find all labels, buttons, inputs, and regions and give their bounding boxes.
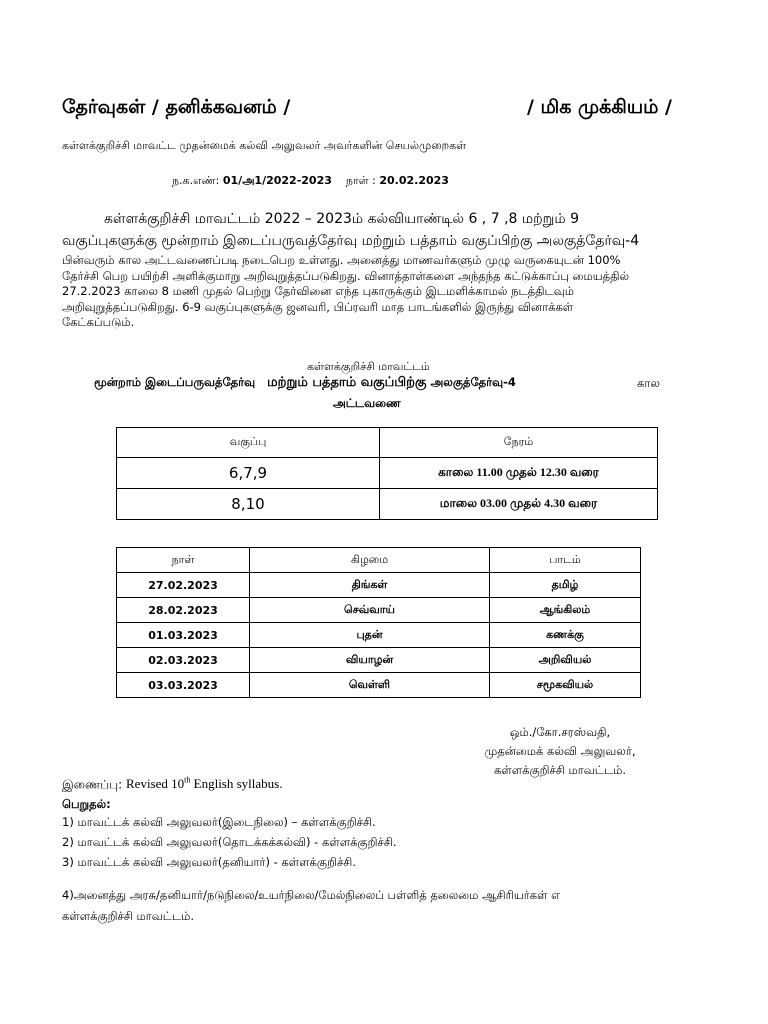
table-row — [117, 598, 641, 623]
date-cell: 02.03.2023 — [117, 648, 250, 673]
day-cell: வெள்ளி — [250, 673, 490, 698]
list-item: 2) மாவட்டக் கல்வி அலுவலர்(தொடக்கக்கல்வி) - கள்ளக்குறிச்சி. — [62, 835, 397, 849]
reference-number: 01/அ1/2022-2023 — [222, 174, 332, 187]
subject-cell: ஆங்கிலம் — [490, 598, 641, 623]
enclosure-text — [126, 776, 282, 791]
header-left: தேர்வுகள் / தனிக்கவனம் / — [62, 96, 291, 118]
header-day: கிழமை — [250, 548, 490, 573]
body-paragraph — [62, 253, 702, 331]
schedule-part-2: மற்றும் பத்தாம் வகுப்பிற்கு — [267, 375, 427, 390]
signature-name: ஒம்./கோ.சரஸ்வதி, — [509, 725, 611, 739]
header-time: நேரம் — [380, 428, 658, 458]
table-row — [117, 573, 641, 598]
enclosure-text-a: Revised 10 — [126, 776, 185, 792]
recipient-4 — [62, 885, 560, 927]
recipients-label: பெறுதல்: — [62, 797, 111, 811]
office-line: கள்ளக்குறிச்சி மாவட்ட முதன்மைக் கல்வி அலுவலர் அவர்களின் செயல்முறைகள் — [62, 139, 467, 152]
reference-prefix: ந.க.எண்: — [172, 174, 223, 187]
day-cell: புதன் — [250, 623, 490, 648]
day-cell: திங்கள் — [250, 573, 490, 598]
enclosure-text-b: English syllabus. — [190, 776, 283, 792]
signature-designation: முதன்மைக் கல்வி அலுவலர், — [484, 744, 636, 758]
class-cell: 8,10 — [117, 489, 380, 520]
recipients-list — [62, 815, 397, 875]
header-right: / மிக முக்கியம் / — [527, 96, 672, 118]
time-cell: காலை 11.00 முதல் 12.30 வரை — [380, 458, 658, 489]
enclosure-label: இணைப்பு: — [62, 777, 127, 792]
signature-block — [440, 723, 680, 780]
time-cell: மாலை 03.00 முதல் 4.30 வரை — [380, 489, 658, 520]
table-header-row — [117, 428, 658, 458]
reference-line — [172, 174, 449, 189]
day-cell: செவ்வாய் — [250, 598, 490, 623]
table-header-row — [117, 548, 641, 573]
list-item: 1) மாவட்டக் கல்வி அலுவலர்(இடைநிலை) – கள்ளக்குறிச்சி. — [62, 815, 376, 829]
day-cell: வியாழன் — [250, 648, 490, 673]
schedule-part-1: மூன்றாம் இடைப்பருவத்தேர்வு — [94, 375, 256, 389]
subject-cell: அறிவியல் — [490, 648, 641, 673]
list-item: 3) மாவட்டக் கல்வி அலுவலர்(தனியார்) - கள்ளக்குறிச்சி. — [62, 855, 356, 869]
class-cell: 6,7,9 — [117, 458, 380, 489]
body-line-4: தேர்ச்சி பெற பயிற்சி அளிக்குமாறு அறிவுறுத்தப்படுகிறது. வினாத்தாள்களை அந்தந்த கட்டுக்காப்பு மையத்தில் — [62, 268, 630, 283]
date-cell: 28.02.2023 — [117, 598, 250, 623]
schedule-part-4: கால — [637, 376, 660, 390]
body-line-2: வகுப்புகளுக்கு மூன்றாம் இடைப்பருவத்தேர்வு மற்றும் பத்தாம் வகுப்பிற்கு அலகுத்தேர்வு-4 — [62, 233, 640, 249]
enclosure-line — [62, 776, 282, 793]
subject-cell: கணக்கு — [490, 623, 641, 648]
table-row — [117, 648, 641, 673]
schedule-part-5: அட்டவணை — [333, 396, 401, 410]
date-label: நாள் : — [345, 174, 380, 187]
subject-cell: சமூகவியல் — [490, 673, 641, 698]
subject-cell: தமிழ் — [490, 573, 641, 598]
date-cell: 27.02.2023 — [117, 573, 250, 598]
body-line-3: பின்வரும் கால அட்டவணைப்படி நடைபெற உள்ளது. அனைத்து மாணவர்களும் முழு வருகையுடன் 100% — [62, 253, 621, 267]
schedule-heading — [94, 375, 516, 391]
date-cell: 01.03.2023 — [117, 623, 250, 648]
schedule-part-3: அலகுத்தேர்வு-4 — [430, 375, 516, 389]
schedule-district: கள்ளக்குறிச்சி மாவட்டம் — [307, 360, 430, 373]
date-cell: 03.03.2023 — [117, 673, 250, 698]
header-date: நாள் — [117, 548, 250, 573]
signature-district: கள்ளக்குறிச்சி மாவட்டம். — [493, 763, 627, 777]
body-line-1: கள்ளக்குறிச்சி மாவட்டம் 2022 – 2023ம் கல்வியாண்டில் 6 , 7 ,8 மற்றும் 9 — [104, 211, 579, 227]
header-subject: பாடம் — [490, 548, 641, 573]
enclosure-superscript: th — [184, 776, 191, 785]
exam-date-table — [116, 547, 641, 698]
recipient-4-line-2: கள்ளக்குறிச்சி மாவட்டம். — [62, 909, 195, 923]
reference-date: 20.02.2023 — [379, 174, 449, 187]
time-table — [116, 427, 658, 520]
header-class: வகுப்பு — [117, 428, 380, 458]
body-line-6: அறிவுறுத்தப்படுகிறது. 6-9 வகுப்புகளுக்கு ஜனவரி, பிப்ரவரி மாத பாடங்களில் இருந்து வினாக்கள் — [62, 299, 574, 314]
body-line-7: கேட்கப்படும். — [62, 315, 135, 329]
body-line-5: 27.2.2023 காலை 8 மணி முதல் பெற்று தேர்வினை எந்த புகாருக்கும் இடமளிக்காமல் நடத்திடவும் — [62, 284, 574, 298]
recipient-4-line-1: 4)அனைத்து அரசு/தனியார்/நடுநிலை/உயர்நிலை/மேல்நிலைப் பள்ளித் தலைமை ஆசிரியர்கள் எ — [62, 888, 561, 902]
table-row — [117, 458, 658, 489]
table-row — [117, 673, 641, 698]
table-row — [117, 489, 658, 520]
table-row — [117, 623, 641, 648]
